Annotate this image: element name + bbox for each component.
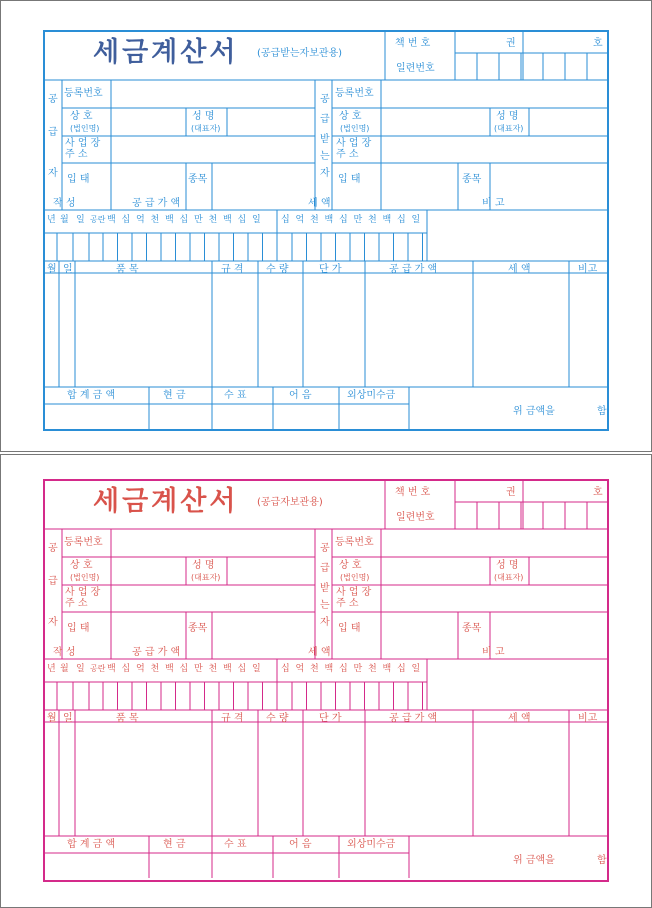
receiver-side-label: 공 bbox=[320, 94, 330, 105]
footer-header-label: 수 표 bbox=[224, 839, 247, 850]
item-header-label: 수 량 bbox=[266, 713, 289, 724]
item-header-label: 일 bbox=[63, 713, 73, 724]
item-header-label: 비고 bbox=[578, 713, 598, 724]
name-label: 성 명 bbox=[192, 560, 215, 571]
tax-unit-label: 일 bbox=[411, 215, 421, 225]
amount-unit-label: 천 bbox=[208, 215, 218, 225]
date-unit-label: 일 bbox=[76, 664, 85, 674]
item-header-label: 단 가 bbox=[319, 264, 342, 275]
footer-header-label: 수 표 bbox=[224, 390, 247, 401]
receiver-side-label: 는 bbox=[320, 600, 330, 611]
issue-date-label: 작 성 bbox=[53, 647, 76, 658]
name-sub-label: (대표자) bbox=[494, 124, 524, 133]
supplier-side-label: 자 bbox=[48, 617, 58, 628]
company-sub-label: (법인명) bbox=[70, 124, 100, 133]
footer-header-label: 현 금 bbox=[163, 390, 186, 401]
company-sub-label: (법인명) bbox=[340, 573, 370, 582]
name-label: 성 명 bbox=[496, 111, 519, 122]
date-unit-label: 년 bbox=[47, 664, 56, 674]
supplier-side-label: 공 bbox=[48, 543, 58, 554]
form-grid bbox=[45, 481, 607, 880]
tax-unit-label: 백 bbox=[382, 664, 392, 674]
date-unit-label: 년 bbox=[47, 215, 56, 225]
receiver-side-label: 공 bbox=[320, 543, 330, 554]
receiver-side-label: 자 bbox=[320, 168, 330, 179]
item-header-label: 품 목 bbox=[116, 264, 139, 275]
address-label: 주 소 bbox=[65, 149, 88, 160]
book-number-label: 책 번 호 bbox=[395, 487, 431, 498]
receiver-side-label: 자 bbox=[320, 617, 330, 628]
address-label: 사 업 장 bbox=[336, 138, 372, 149]
tax-unit-label: 만 bbox=[353, 664, 363, 674]
footer-header-label: 외상미수금 bbox=[347, 390, 396, 401]
date-unit-label: 일 bbox=[76, 215, 85, 225]
footer-header-label: 합 계 금 액 bbox=[67, 839, 116, 850]
form-grid bbox=[45, 32, 607, 429]
amount-unit-label: 천 bbox=[150, 664, 160, 674]
tax-unit-label: 천 bbox=[310, 664, 319, 674]
category-label: 종목 bbox=[462, 174, 482, 185]
amount-unit-label: 천 bbox=[150, 215, 160, 225]
footer-note-end: 함 bbox=[597, 406, 607, 417]
document-title: 세금계산서 bbox=[93, 486, 239, 517]
business-type-label: 입 태 bbox=[338, 623, 361, 634]
date-unit-label: 월 bbox=[60, 215, 69, 225]
amount-unit-label: 억 bbox=[136, 664, 145, 674]
tax-unit-label: 십 bbox=[281, 664, 290, 674]
document-subtitle: (공급받는자보관용) bbox=[257, 48, 343, 59]
name-label: 성 명 bbox=[192, 111, 215, 122]
receiver-side-label: 받 bbox=[320, 583, 330, 594]
item-header-label: 월 bbox=[47, 264, 57, 275]
address-label: 사 업 장 bbox=[65, 138, 101, 149]
receiver-side-label: 급 bbox=[320, 114, 330, 125]
registration-number-label: 등록번호 bbox=[335, 88, 374, 99]
amount-unit-label: 백 bbox=[223, 664, 232, 674]
footer-header-label: 현 금 bbox=[163, 839, 186, 850]
item-header-label: 단 가 bbox=[319, 713, 342, 724]
amount-unit-label: 백 bbox=[165, 215, 174, 225]
tax-label: 세 액 bbox=[308, 198, 331, 209]
footer-header-label: 합 계 금 액 bbox=[67, 390, 116, 401]
name-label: 성 명 bbox=[496, 560, 519, 571]
date-unit-label: 공란 bbox=[90, 664, 106, 673]
item-header-label: 공 급 가 액 bbox=[389, 713, 438, 724]
amount-unit-label: 백 bbox=[107, 215, 116, 225]
item-header-label: 세 액 bbox=[508, 264, 531, 275]
address-label: 사 업 장 bbox=[336, 587, 372, 598]
name-sub-label: (대표자) bbox=[191, 124, 221, 133]
item-header-label: 품 목 bbox=[116, 713, 139, 724]
tax-unit-label: 천 bbox=[368, 215, 377, 225]
business-type-label: 입 태 bbox=[338, 174, 361, 185]
amount-unit-label: 억 bbox=[136, 215, 145, 225]
item-header-label: 공 급 가 액 bbox=[389, 264, 438, 275]
category-label: 종목 bbox=[462, 623, 482, 634]
date-unit-label: 공란 bbox=[90, 215, 106, 224]
registration-number-label: 등록번호 bbox=[64, 88, 103, 99]
tax-unit-label: 십 bbox=[339, 664, 348, 674]
serial-number-label: 일련번호 bbox=[396, 512, 435, 523]
remarks-label: 비 고 bbox=[482, 198, 505, 209]
company-label: 상 호 bbox=[70, 560, 93, 571]
document-title: 세금계산서 bbox=[93, 37, 239, 68]
footer-note-end: 함 bbox=[597, 855, 607, 866]
tax-unit-label: 천 bbox=[310, 215, 319, 225]
tax-unit-label: 억 bbox=[295, 215, 305, 225]
volume-label: 권 bbox=[506, 38, 516, 49]
amount-unit-label: 십 bbox=[179, 664, 189, 674]
number-label: 호 bbox=[593, 38, 603, 49]
item-header-label: 규 격 bbox=[221, 264, 244, 275]
volume-label: 권 bbox=[506, 487, 516, 498]
footer-note: 위 금액을 bbox=[513, 855, 555, 866]
address-label: 주 소 bbox=[65, 598, 88, 609]
amount-unit-label: 십 bbox=[179, 215, 189, 225]
receiver-side-label: 는 bbox=[320, 151, 330, 162]
company-sub-label: (법인명) bbox=[70, 573, 100, 582]
tax-unit-label: 백 bbox=[382, 215, 392, 225]
amount-unit-label: 일 bbox=[252, 215, 261, 225]
date-unit-label: 월 bbox=[60, 664, 69, 674]
supplier-side-label: 급 bbox=[48, 576, 58, 587]
footer-header-label: 어 음 bbox=[289, 839, 312, 850]
amount-unit-label: 천 bbox=[208, 664, 218, 674]
serial-number-label: 일련번호 bbox=[396, 63, 435, 74]
name-sub-label: (대표자) bbox=[494, 573, 524, 582]
company-sub-label: (법인명) bbox=[340, 124, 370, 133]
amount-unit-label: 일 bbox=[252, 664, 261, 674]
category-label: 종목 bbox=[188, 174, 208, 185]
amount-unit-label: 만 bbox=[194, 664, 203, 674]
address-label: 사 업 장 bbox=[65, 587, 101, 598]
footer-header-label: 외상미수금 bbox=[347, 839, 396, 850]
invoice-copy-supplier bbox=[0, 454, 652, 908]
item-header-label: 세 액 bbox=[508, 713, 531, 724]
item-header-label: 수 량 bbox=[266, 264, 289, 275]
supplier-side-label: 급 bbox=[48, 127, 58, 138]
supply-amount-label: 공 급 가 액 bbox=[132, 198, 181, 209]
number-label: 호 bbox=[593, 487, 603, 498]
address-label: 주 소 bbox=[336, 598, 359, 609]
amount-unit-label: 백 bbox=[165, 664, 174, 674]
supplier-side-label: 공 bbox=[48, 94, 58, 105]
business-type-label: 입 태 bbox=[67, 623, 90, 634]
registration-number-label: 등록번호 bbox=[64, 537, 103, 548]
footer-note: 위 금액을 bbox=[513, 406, 555, 417]
invoice-form bbox=[43, 30, 609, 431]
book-number-label: 책 번 호 bbox=[395, 38, 431, 49]
amount-unit-label: 백 bbox=[223, 215, 232, 225]
item-header-label: 월 bbox=[47, 713, 57, 724]
registration-number-label: 등록번호 bbox=[335, 537, 374, 548]
tax-unit-label: 백 bbox=[324, 215, 334, 225]
tax-unit-label: 만 bbox=[353, 215, 363, 225]
amount-unit-label: 십 bbox=[237, 215, 247, 225]
amount-unit-label: 만 bbox=[194, 215, 203, 225]
amount-unit-label: 십 bbox=[121, 664, 131, 674]
company-label: 상 호 bbox=[339, 111, 362, 122]
tax-unit-label: 천 bbox=[368, 664, 377, 674]
item-header-label: 비고 bbox=[578, 264, 598, 275]
company-label: 상 호 bbox=[70, 111, 93, 122]
item-header-label: 일 bbox=[63, 264, 73, 275]
supplier-side-label: 자 bbox=[48, 168, 58, 179]
amount-unit-label: 십 bbox=[121, 215, 131, 225]
item-header-label: 규 격 bbox=[221, 713, 244, 724]
supply-amount-label: 공 급 가 액 bbox=[132, 647, 181, 658]
issue-date-label: 작 성 bbox=[53, 198, 76, 209]
receiver-side-label: 받 bbox=[320, 134, 330, 145]
amount-unit-label: 백 bbox=[107, 664, 116, 674]
invoice-form bbox=[43, 479, 609, 882]
amount-unit-label: 십 bbox=[237, 664, 247, 674]
tax-unit-label: 십 bbox=[339, 215, 348, 225]
document-subtitle: (공급자보관용) bbox=[257, 497, 323, 508]
tax-unit-label: 십 bbox=[397, 215, 406, 225]
name-sub-label: (대표자) bbox=[191, 573, 221, 582]
receiver-side-label: 급 bbox=[320, 563, 330, 574]
tax-unit-label: 백 bbox=[324, 664, 334, 674]
tax-unit-label: 십 bbox=[281, 215, 290, 225]
category-label: 종목 bbox=[188, 623, 208, 634]
remarks-label: 비 고 bbox=[482, 647, 505, 658]
tax-unit-label: 일 bbox=[411, 664, 421, 674]
tax-unit-label: 억 bbox=[295, 664, 305, 674]
company-label: 상 호 bbox=[339, 560, 362, 571]
tax-label: 세 액 bbox=[308, 647, 331, 658]
invoice-copy-receiver bbox=[0, 0, 652, 452]
address-label: 주 소 bbox=[336, 149, 359, 160]
business-type-label: 입 태 bbox=[67, 174, 90, 185]
tax-unit-label: 십 bbox=[397, 664, 406, 674]
footer-header-label: 어 음 bbox=[289, 390, 312, 401]
